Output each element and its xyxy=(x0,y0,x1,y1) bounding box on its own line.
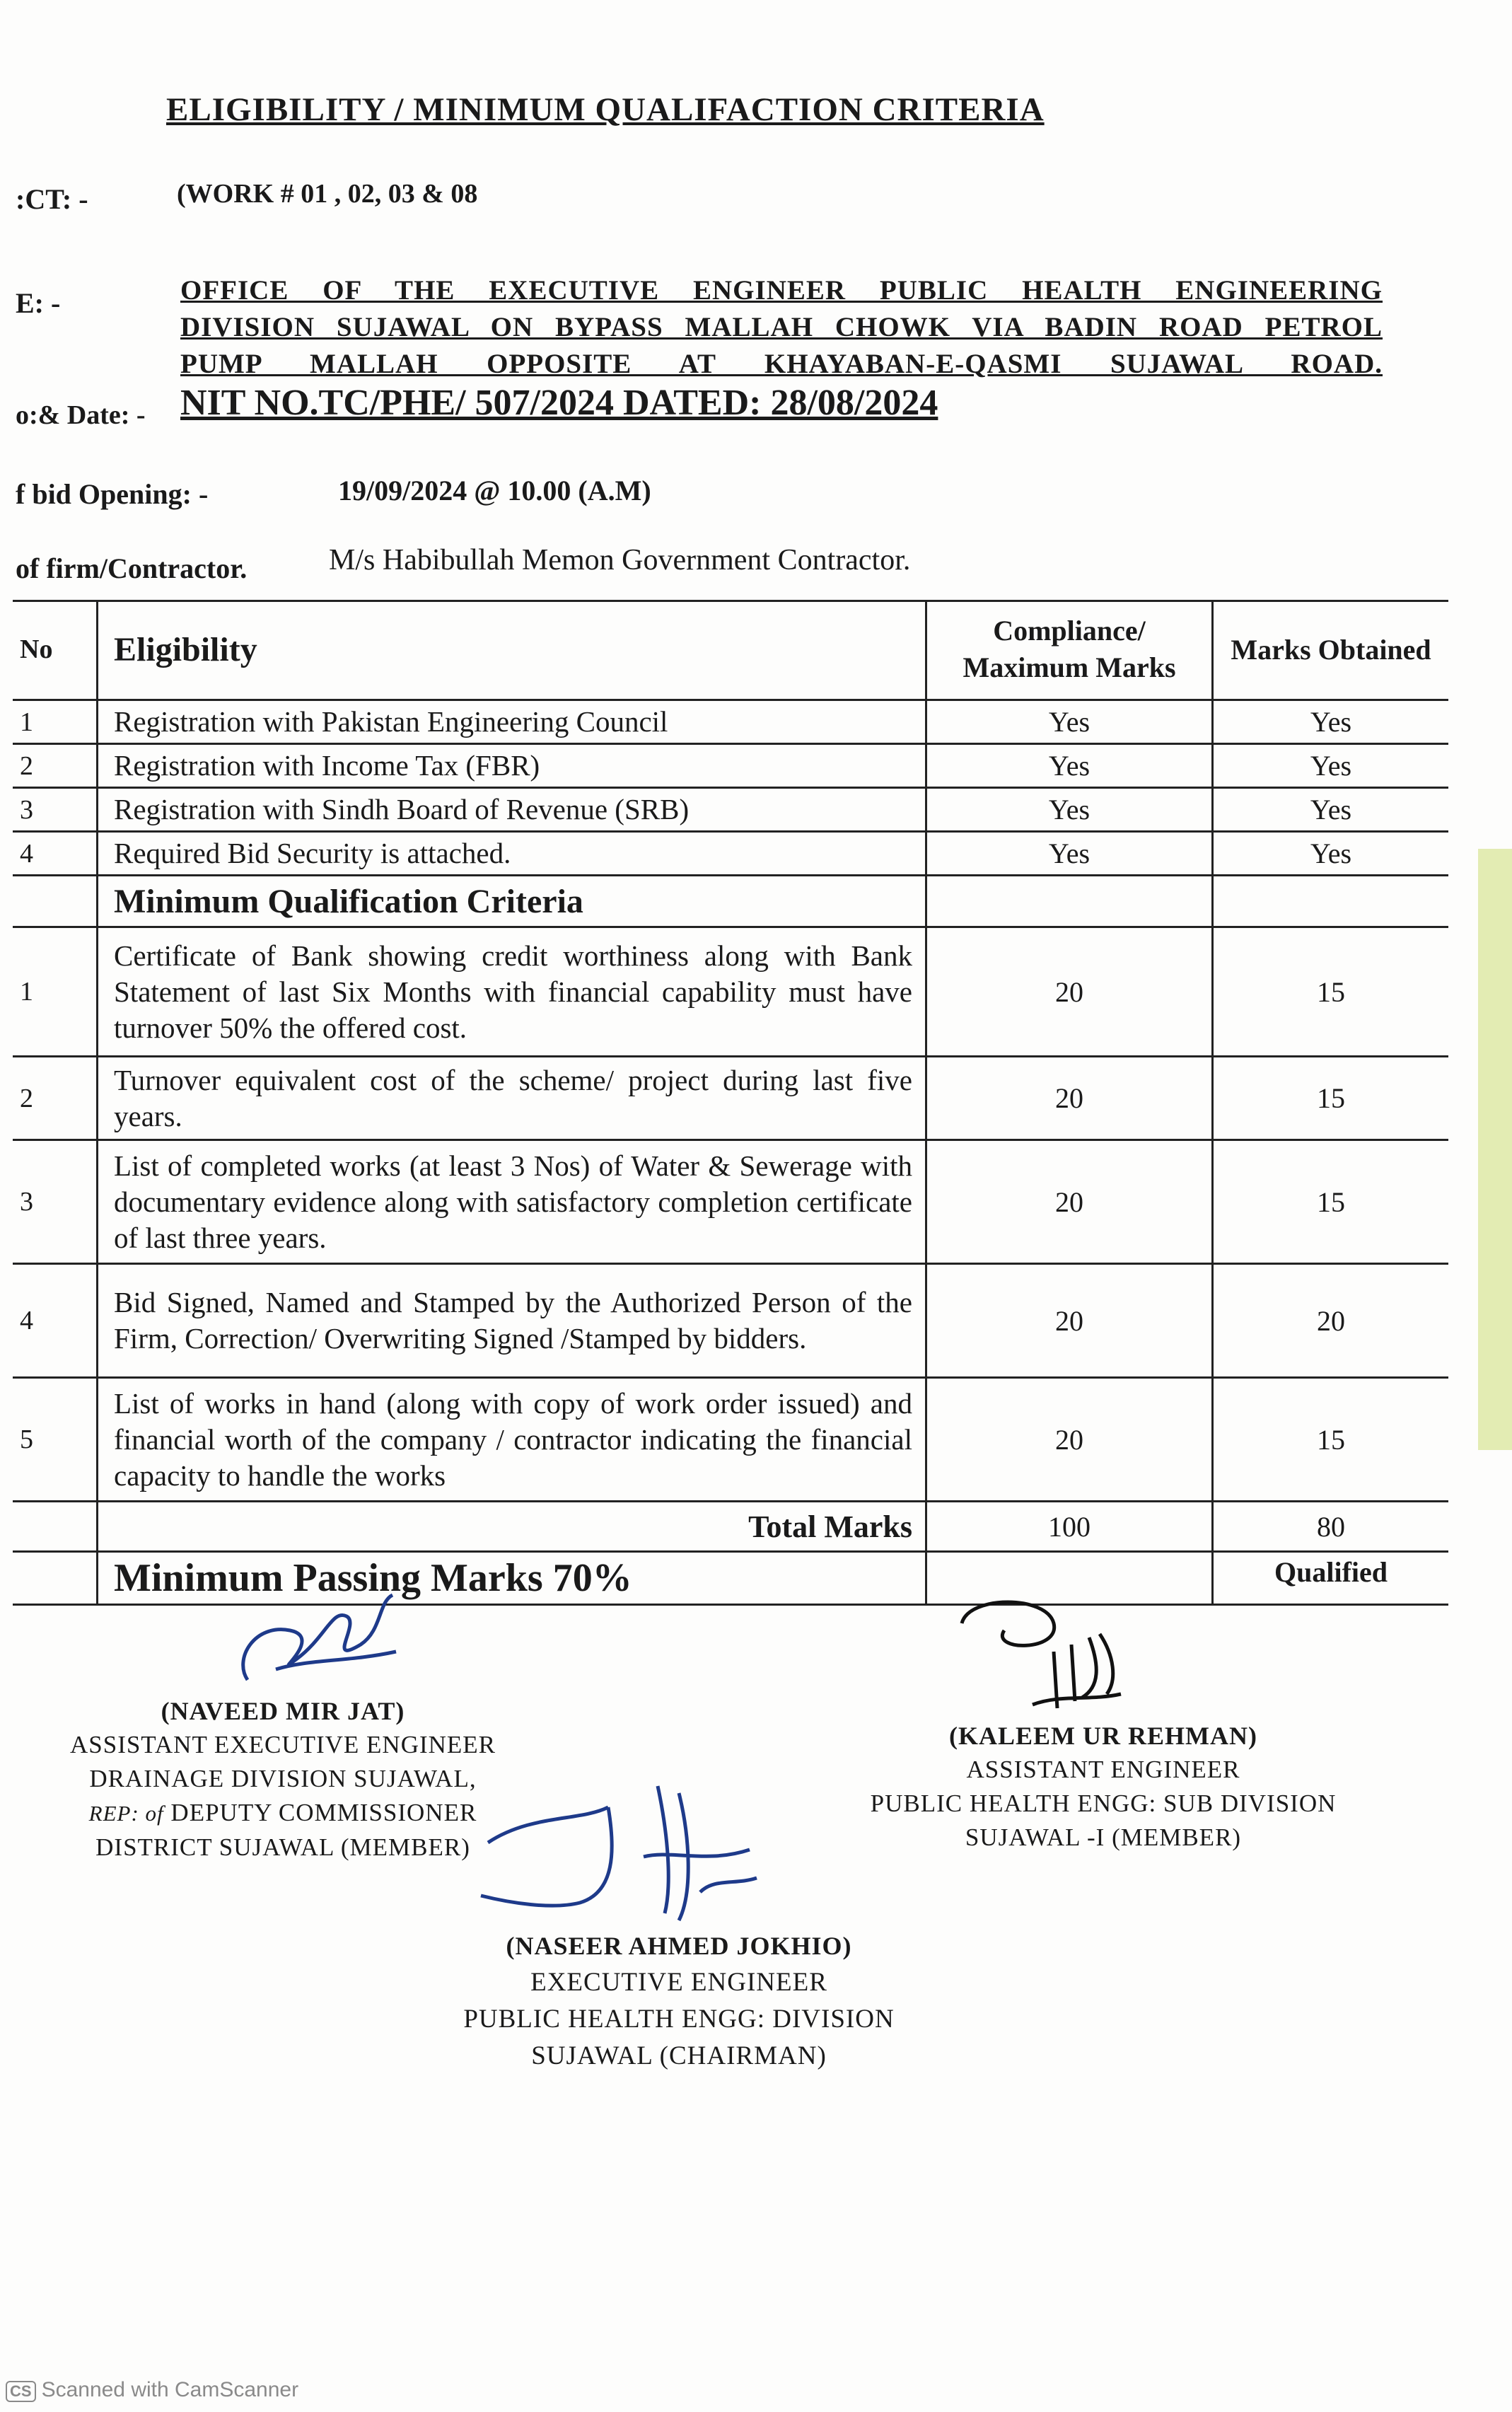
table-row xyxy=(13,928,1448,1057)
signatory-right xyxy=(834,1719,1372,1855)
row-eligibility: Registration with Sindh Board of Revenue (SRB) xyxy=(96,789,925,830)
signatory-left-line3 xyxy=(53,1796,513,1831)
row-max: 20 xyxy=(925,1141,1211,1263)
section-title: Minimum Qualification Criteria xyxy=(96,876,925,926)
signature-kaleem xyxy=(948,1595,1132,1719)
row-no: 1 xyxy=(20,977,33,1007)
row-no: 4 xyxy=(20,838,33,869)
passing-marks-label: Minimum Passing Marks 70% xyxy=(96,1553,925,1604)
row-eligibility: Registration with Income Tax (FBR) xyxy=(96,745,925,787)
row-max: Yes xyxy=(925,701,1211,743)
signatory-left xyxy=(53,1694,513,1865)
row-no: 2 xyxy=(20,750,33,781)
row-obtained: Yes xyxy=(1211,833,1448,874)
signatory-left-line2: DRAINAGE DIVISION SUJAWAL, xyxy=(89,1765,477,1792)
header-no: No xyxy=(20,634,53,664)
table-row xyxy=(13,833,1448,876)
row-obtained: 15 xyxy=(1211,928,1448,1055)
row-no: 3 xyxy=(20,1187,33,1217)
row-obtained: 15 xyxy=(1211,1379,1448,1500)
signatory-left-line1: ASSISTANT EXECUTIVE ENGINEER xyxy=(69,1731,496,1758)
row-max: Yes xyxy=(925,833,1211,874)
signatory-right-line3: SUJAWAL -I (MEMBER) xyxy=(965,1824,1242,1851)
row-no: 3 xyxy=(20,794,33,825)
header-compliance xyxy=(925,600,1211,699)
signatory-center xyxy=(424,1927,934,2075)
table-row xyxy=(13,701,1448,745)
bid-opening-label: f bid Opening: - xyxy=(16,478,209,510)
section-header-row xyxy=(13,876,1448,928)
row-no: 5 xyxy=(20,1425,33,1454)
row-max: 20 xyxy=(925,1265,1211,1376)
paper-edge-decoration xyxy=(1478,849,1512,1450)
table-row xyxy=(13,1265,1448,1379)
total-obtained: 80 xyxy=(1211,1502,1448,1550)
row-obtained: Yes xyxy=(1211,789,1448,830)
header-compliance-line1: Compliance/ xyxy=(993,615,1146,647)
bid-opening-date: 19/09/2024 @ 10.00 (A.M) xyxy=(338,475,651,506)
row-no: 4 xyxy=(20,1306,33,1335)
row-criterion: Certificate of Bank showing credit worthiness along with Bank Statement of last Six Months with financial capability must have turnover 50% the offered cost. xyxy=(96,928,925,1055)
signatory-center-line1: EXECUTIVE ENGINEER xyxy=(530,1968,827,1997)
table-row xyxy=(13,1141,1448,1265)
signatory-left-name: (NAVEED MIR JAT) xyxy=(161,1697,405,1725)
header-eligibility: Eligibility xyxy=(96,600,925,699)
row-criterion: Turnover equivalent cost of the scheme/ project during last five years. xyxy=(96,1057,925,1139)
row-max: Yes xyxy=(925,745,1211,787)
row-no: 2 xyxy=(20,1083,33,1113)
row-obtained: 15 xyxy=(1211,1057,1448,1139)
total-max: 100 xyxy=(925,1502,1211,1550)
project-label: :CT: - xyxy=(16,183,88,215)
row-max: Yes xyxy=(925,789,1211,830)
office-address xyxy=(180,272,1383,383)
row-obtained: 15 xyxy=(1211,1141,1448,1263)
row-max: 20 xyxy=(925,928,1211,1055)
signatory-center-name: (NASEER AHMED JOKHIO) xyxy=(506,1932,852,1960)
row-criterion: List of works in hand (along with copy of work order issued) and financial worth of the company / contractor indicating the financial capacity to handle the works xyxy=(96,1379,925,1500)
office-line-2: DIVISION SUJAWAL ON BYPASS MALLAH CHOWK VIA BADIN ROAD PETROL xyxy=(180,312,1383,342)
table-header-row xyxy=(13,600,1448,701)
signatory-right-name: (KALEEM UR REHMAN) xyxy=(949,1722,1257,1750)
project-value: (WORK # 01 , 02, 03 & 08 xyxy=(177,179,478,209)
row-max: 20 xyxy=(925,1057,1211,1139)
scanner-footer xyxy=(6,2378,298,2402)
row-obtained: Yes xyxy=(1211,701,1448,743)
row-eligibility: Required Bid Security is attached. xyxy=(96,833,925,874)
row-criterion: List of completed works (at least 3 Nos) of Water & Sewerage with documentary evidence along with satisfactory completion certificate of last three years. xyxy=(96,1141,925,1263)
table-row xyxy=(13,745,1448,789)
camscanner-icon: CS xyxy=(6,2381,36,2402)
signatory-right-line1: ASSISTANT ENGINEER xyxy=(966,1756,1240,1783)
qualification-result: Qualified xyxy=(1211,1553,1448,1604)
row-obtained: Yes xyxy=(1211,745,1448,787)
firm-name: M/s Habibullah Memon Government Contractor. xyxy=(329,544,911,576)
document-title: ELIGIBILITY / MINIMUM QUALIFACTION CRITERIA xyxy=(166,91,1045,128)
office-label: E: - xyxy=(16,287,61,319)
signatory-center-line2: PUBLIC HEALTH ENGG: DIVISION xyxy=(463,2005,895,2034)
signatory-left-line3-text: DEPUTY COMMISSIONER xyxy=(170,1799,477,1826)
row-criterion: Bid Signed, Named and Stamped by the Authorized Person of the Firm, Correction/ Overwriting Signed /Stamped by bidders. xyxy=(96,1265,925,1376)
table-row xyxy=(13,1057,1448,1141)
signature-naveed xyxy=(226,1588,410,1694)
row-eligibility: Registration with Pakistan Engineering Council xyxy=(96,701,925,743)
nit-number: NIT NO.TC/PHE/ 507/2024 DATED: 28/08/2024 xyxy=(180,383,938,423)
row-no: 1 xyxy=(20,707,33,737)
row-obtained: 20 xyxy=(1211,1265,1448,1376)
total-label: Total Marks xyxy=(96,1502,925,1550)
office-line-3: PUMP MALLAH OPPOSITE AT KHAYABAN-E-QASMI SUJAWAL ROAD. xyxy=(180,349,1383,379)
total-row xyxy=(13,1502,1448,1553)
signature-naseer xyxy=(467,1779,778,1931)
table-row xyxy=(13,1379,1448,1502)
office-line-1: OFFICE OF THE EXECUTIVE ENGINEER PUBLIC HEALTH ENGINEERING xyxy=(180,275,1383,306)
nit-label: o:& Date: - xyxy=(16,400,146,430)
signatory-right-line2: PUBLIC HEALTH ENGG: SUB DIVISION xyxy=(870,1790,1337,1817)
signatory-left-rep: REP: of xyxy=(88,1801,164,1826)
firm-label: of firm/Contractor. xyxy=(16,552,248,584)
scanner-text: Scanned with CamScanner xyxy=(41,2378,299,2401)
table-row xyxy=(13,789,1448,833)
row-max: 20 xyxy=(925,1379,1211,1500)
header-marks-obtained: Marks Obtained xyxy=(1211,600,1448,699)
header-compliance-line2: Maximum Marks xyxy=(963,651,1176,683)
signatory-left-line4: DISTRICT SUJAWAL (MEMBER) xyxy=(95,1833,470,1861)
signatory-center-line3: SUJAWAL (CHAIRMAN) xyxy=(531,2041,827,2070)
